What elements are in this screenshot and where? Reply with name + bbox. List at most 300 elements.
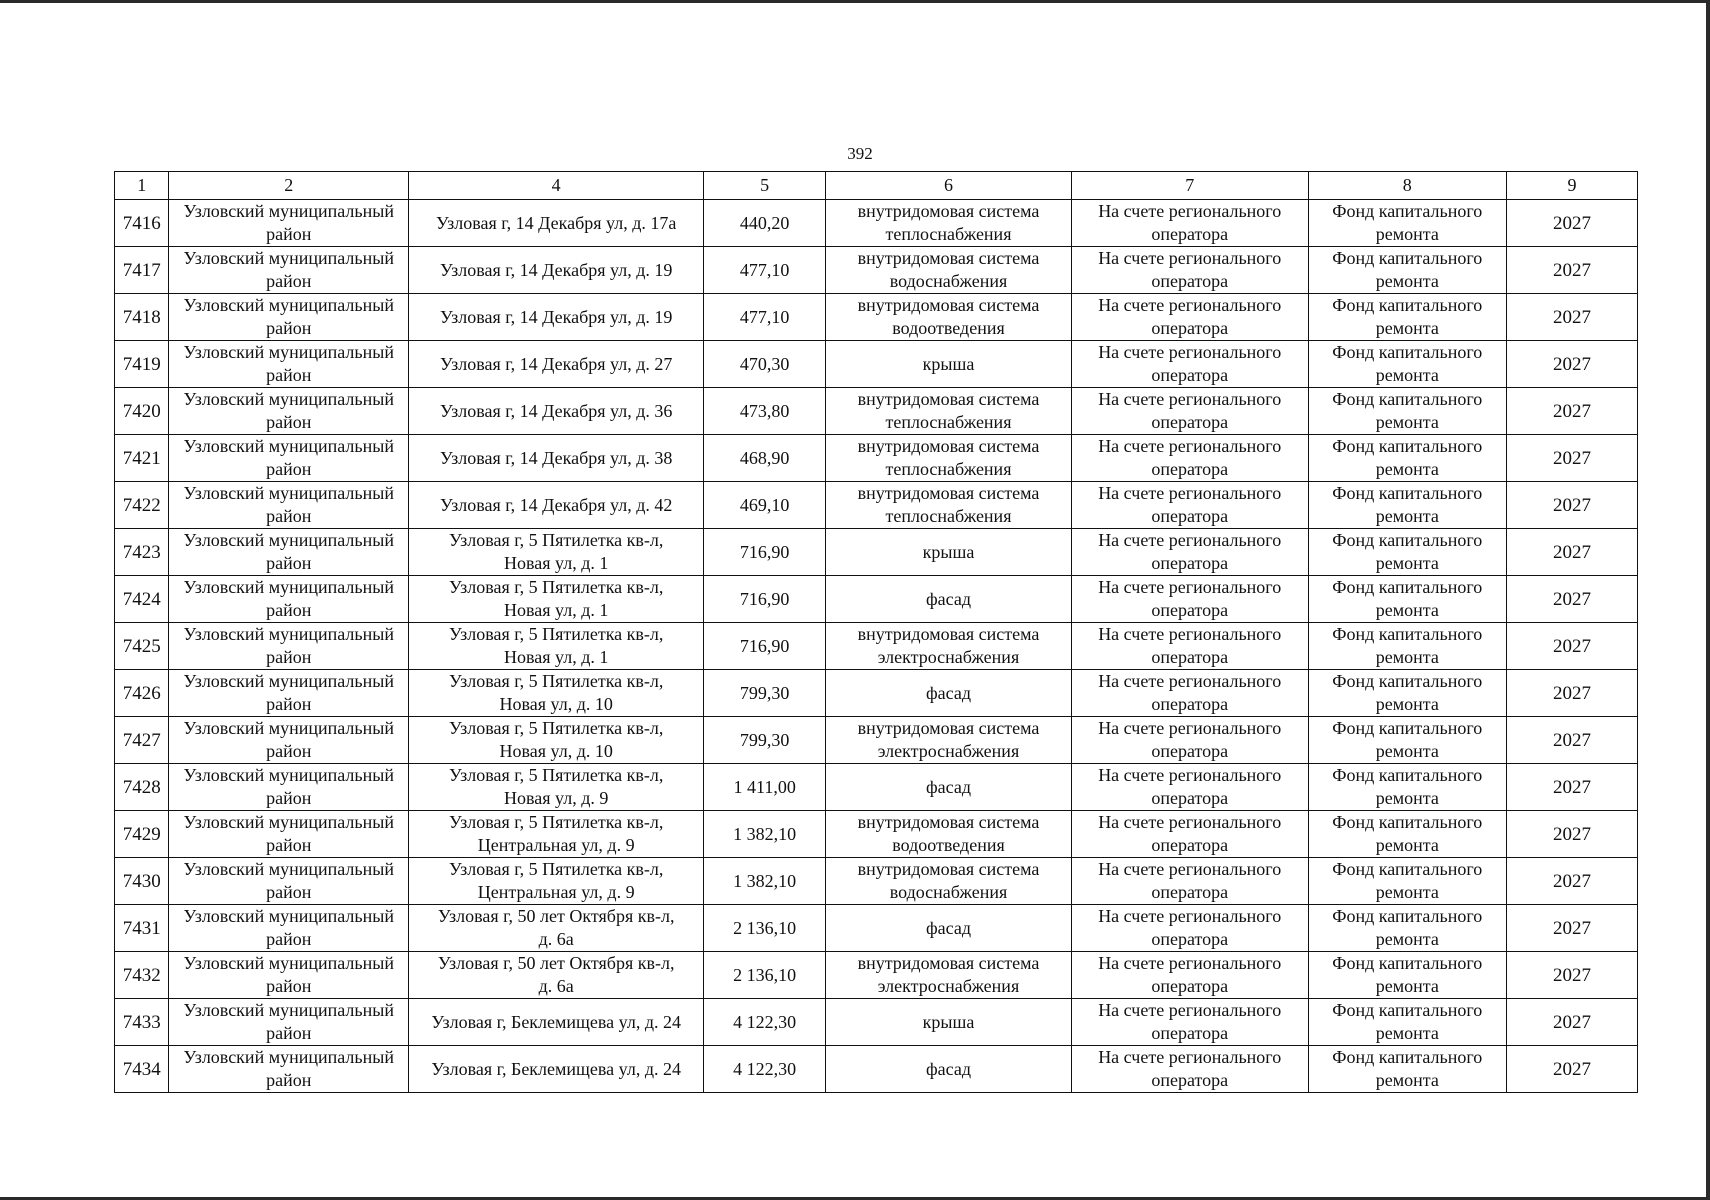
district-line-1: Узловский муниципальный [183, 624, 394, 644]
funding-source-cell [1308, 858, 1506, 905]
district-line-2: район [266, 600, 312, 620]
address-line-1: Узловая г, 5 Пятилетка кв-л, [448, 530, 664, 550]
account-line-2: оператора [1151, 271, 1229, 291]
account-line-2: оператора [1151, 694, 1229, 714]
address-line-2: Новая ул, д. 10 [499, 694, 613, 714]
year-cell [1507, 905, 1638, 952]
element-cell [826, 670, 1072, 717]
area-cell [704, 811, 826, 858]
area-cell [704, 858, 826, 905]
element-line-1: внутридомовая система [857, 389, 1040, 409]
district-cell [169, 576, 409, 623]
row-number-cell [115, 999, 169, 1046]
account-line-2: оператора [1151, 647, 1229, 667]
account-line-2: оператора [1151, 224, 1229, 244]
row-number-cell [115, 247, 169, 294]
district-line-2: район [266, 835, 312, 855]
area-value: 1 411,00 [733, 776, 796, 797]
address-cell [409, 576, 704, 623]
row-number: 7426 [122, 682, 161, 704]
source-line-1: Фонд капитального [1332, 201, 1483, 221]
area-cell [704, 341, 826, 388]
source-line-2: ремонта [1375, 647, 1439, 667]
source-line-2: ремонта [1375, 741, 1439, 761]
element-line-1: фасад [925, 588, 971, 609]
source-line-1: Фонд капитального [1332, 248, 1483, 268]
district-line-2: район [266, 694, 312, 714]
element-cell [826, 247, 1072, 294]
column-header-8: 8 [1308, 172, 1506, 200]
address-line-2: Новая ул, д. 1 [503, 600, 609, 620]
address-line-1: Узловая г, 5 Пятилетка кв-л, [448, 765, 664, 785]
district-cell [169, 764, 409, 811]
source-line-2: ремонта [1375, 271, 1439, 291]
account-line-1: На счете регионального [1098, 1047, 1282, 1067]
account-line-2: оператора [1151, 835, 1229, 855]
element-line-2: водоотведения [892, 835, 1005, 855]
year-value: 2027 [1553, 494, 1591, 516]
element-line-1: фасад [925, 917, 971, 938]
funding-source-cell [1308, 952, 1506, 999]
account-cell [1071, 200, 1308, 247]
account-line-2: оператора [1151, 553, 1229, 573]
source-line-1: Фонд капитального [1332, 1047, 1483, 1067]
account-cell [1071, 1046, 1308, 1093]
funding-source-cell [1308, 200, 1506, 247]
source-line-1: Фонд капитального [1332, 530, 1483, 550]
element-line-1: внутридомовая система [857, 812, 1040, 832]
year-value: 2027 [1553, 400, 1591, 422]
element-cell [826, 623, 1072, 670]
district-line-1: Узловский муниципальный [183, 906, 394, 926]
district-line-1: Узловский муниципальный [183, 201, 394, 221]
source-line-2: ремонта [1375, 929, 1439, 949]
district-line-1: Узловский муниципальный [183, 389, 394, 409]
district-line-2: район [266, 365, 312, 385]
source-line-1: Фонд капитального [1332, 436, 1483, 456]
account-cell [1071, 482, 1308, 529]
table-row [115, 341, 1638, 388]
address-line-1: Узловая г, 14 Декабря ул, д. 17а [435, 212, 677, 233]
account-line-1: На счете регионального [1098, 765, 1282, 785]
year-cell [1507, 294, 1638, 341]
row-number-cell [115, 717, 169, 764]
address-cell [409, 623, 704, 670]
element-cell [826, 811, 1072, 858]
account-line-1: На счете регионального [1098, 201, 1282, 221]
area-cell [704, 623, 826, 670]
account-line-1: На счете регионального [1098, 671, 1282, 691]
year-cell [1507, 670, 1638, 717]
source-line-2: ремонта [1375, 365, 1439, 385]
source-line-1: Фонд капитального [1332, 483, 1483, 503]
district-cell [169, 717, 409, 764]
source-line-2: ремонта [1375, 412, 1439, 432]
row-number: 7434 [122, 1058, 161, 1080]
district-line-2: район [266, 224, 312, 244]
source-line-1: Фонд капитального [1332, 906, 1483, 926]
row-number: 7424 [122, 588, 161, 610]
table-row [115, 764, 1638, 811]
account-line-1: На счете регионального [1098, 342, 1282, 362]
row-number-cell [115, 952, 169, 999]
year-cell [1507, 435, 1638, 482]
column-header-5: 5 [704, 172, 826, 200]
source-line-2: ремонта [1375, 788, 1439, 808]
funding-source-cell [1308, 341, 1506, 388]
table-header [115, 172, 1638, 200]
table-row [115, 247, 1638, 294]
element-line-2: водоснабжения [889, 882, 1008, 902]
account-cell [1071, 999, 1308, 1046]
row-number-cell [115, 764, 169, 811]
district-line-1: Узловский муниципальный [183, 765, 394, 785]
element-cell [826, 294, 1072, 341]
year-cell [1507, 529, 1638, 576]
account-cell [1071, 529, 1308, 576]
row-number-cell [115, 388, 169, 435]
address-cell [409, 905, 704, 952]
district-line-1: Узловский муниципальный [183, 248, 394, 268]
district-cell [169, 1046, 409, 1093]
element-line-1: внутридомовая система [857, 248, 1040, 268]
element-line-1: крыша [922, 1011, 975, 1032]
area-cell [704, 952, 826, 999]
account-cell [1071, 341, 1308, 388]
year-cell [1507, 623, 1638, 670]
account-line-1: На счете регионального [1098, 1000, 1282, 1020]
address-line-2: Центральная ул, д. 9 [477, 835, 635, 855]
table-row [115, 623, 1638, 670]
district-cell [169, 294, 409, 341]
account-cell [1071, 764, 1308, 811]
address-line-2: Новая ул, д. 9 [503, 788, 609, 808]
area-value: 716,90 [739, 635, 790, 656]
scan-border-right [1706, 0, 1710, 1200]
element-line-1: внутридомовая система [857, 953, 1040, 973]
year-cell [1507, 764, 1638, 811]
row-number: 7419 [122, 353, 161, 375]
year-cell [1507, 247, 1638, 294]
district-cell [169, 435, 409, 482]
year-cell [1507, 858, 1638, 905]
table-row [115, 811, 1638, 858]
area-value: 2 136,10 [733, 964, 797, 985]
address-cell [409, 435, 704, 482]
account-cell [1071, 247, 1308, 294]
address-line-1: Узловая г, 50 лет Октября кв-л, [437, 953, 675, 973]
area-cell [704, 435, 826, 482]
area-cell [704, 717, 826, 764]
area-cell [704, 388, 826, 435]
account-line-1: На счете регионального [1098, 248, 1282, 268]
element-cell [826, 388, 1072, 435]
district-line-2: район [266, 647, 312, 667]
source-line-1: Фонд капитального [1332, 765, 1483, 785]
district-line-1: Узловский муниципальный [183, 577, 394, 597]
account-line-1: На счете регионального [1098, 483, 1282, 503]
area-value: 4 122,30 [733, 1011, 797, 1032]
address-line-1: Узловая г, 14 Декабря ул, д. 27 [439, 353, 673, 374]
funding-source-cell [1308, 576, 1506, 623]
source-line-1: Фонд капитального [1332, 389, 1483, 409]
account-line-2: оператора [1151, 459, 1229, 479]
account-line-1: На счете регионального [1098, 859, 1282, 879]
source-line-1: Фонд капитального [1332, 718, 1483, 738]
funding-source-cell [1308, 764, 1506, 811]
account-cell [1071, 388, 1308, 435]
year-cell [1507, 200, 1638, 247]
account-cell [1071, 858, 1308, 905]
area-value: 1 382,10 [733, 823, 797, 844]
address-cell [409, 388, 704, 435]
district-cell [169, 623, 409, 670]
table-row [115, 482, 1638, 529]
address-line-1: Узловая г, 5 Пятилетка кв-л, [448, 671, 664, 691]
district-line-2: район [266, 741, 312, 761]
account-cell [1071, 905, 1308, 952]
district-line-2: район [266, 882, 312, 902]
address-cell [409, 294, 704, 341]
address-line-1: Узловая г, 14 Декабря ул, д. 36 [439, 400, 673, 421]
table-body [115, 200, 1638, 1093]
row-number-cell [115, 529, 169, 576]
capital-repair-table [114, 171, 1638, 1093]
element-cell [826, 200, 1072, 247]
area-value: 799,30 [739, 729, 790, 750]
address-cell [409, 717, 704, 764]
district-cell [169, 529, 409, 576]
area-cell [704, 529, 826, 576]
element-cell [826, 764, 1072, 811]
year-value: 2027 [1553, 917, 1591, 939]
element-cell [826, 717, 1072, 764]
district-cell [169, 952, 409, 999]
district-cell [169, 905, 409, 952]
element-cell [826, 435, 1072, 482]
account-line-1: На счете регионального [1098, 577, 1282, 597]
address-line-1: Узловая г, 14 Декабря ул, д. 19 [439, 259, 673, 280]
district-line-1: Узловский муниципальный [183, 812, 394, 832]
account-line-1: На счете регионального [1098, 953, 1282, 973]
district-cell [169, 999, 409, 1046]
area-value: 477,10 [739, 259, 790, 280]
district-cell [169, 341, 409, 388]
row-number: 7428 [122, 776, 161, 798]
account-cell [1071, 294, 1308, 341]
source-line-1: Фонд капитального [1332, 812, 1483, 832]
area-cell [704, 999, 826, 1046]
element-line-1: внутридомовая система [857, 201, 1040, 221]
address-cell [409, 952, 704, 999]
row-number-cell [115, 905, 169, 952]
year-value: 2027 [1553, 353, 1591, 375]
year-cell [1507, 952, 1638, 999]
year-cell [1507, 482, 1638, 529]
area-cell [704, 764, 826, 811]
element-line-1: крыша [922, 353, 975, 374]
account-line-1: На счете регионального [1098, 295, 1282, 315]
area-value: 473,80 [739, 400, 790, 421]
area-value: 716,90 [739, 541, 790, 562]
area-value: 1 382,10 [733, 870, 797, 891]
row-number: 7430 [122, 870, 161, 892]
element-cell [826, 858, 1072, 905]
address-line-2: Новая ул, д. 1 [503, 647, 609, 667]
address-cell [409, 200, 704, 247]
account-line-1: На счете регионального [1098, 718, 1282, 738]
area-cell [704, 905, 826, 952]
source-line-1: Фонд капитального [1332, 342, 1483, 362]
area-value: 477,10 [739, 306, 790, 327]
address-cell [409, 670, 704, 717]
year-cell [1507, 576, 1638, 623]
element-cell [826, 341, 1072, 388]
address-line-1: Узловая г, Беклемищева ул, д. 24 [431, 1011, 681, 1032]
funding-source-cell [1308, 294, 1506, 341]
row-number: 7420 [122, 400, 161, 422]
funding-source-cell [1308, 811, 1506, 858]
district-line-1: Узловский муниципальный [183, 295, 394, 315]
address-line-2: Центральная ул, д. 9 [477, 882, 635, 902]
account-line-1: На счете регионального [1098, 624, 1282, 644]
district-line-2: район [266, 788, 312, 808]
year-cell [1507, 341, 1638, 388]
source-line-2: ремонта [1375, 835, 1439, 855]
row-number-cell [115, 670, 169, 717]
account-line-1: На счете регионального [1098, 389, 1282, 409]
account-line-2: оператора [1151, 1023, 1229, 1043]
element-line-2: теплоснабжения [885, 224, 1012, 244]
district-cell [169, 200, 409, 247]
district-line-2: район [266, 1023, 312, 1043]
row-number: 7417 [122, 259, 161, 281]
area-value: 440,20 [739, 212, 790, 233]
area-cell [704, 200, 826, 247]
address-line-2: Новая ул, д. 1 [503, 553, 609, 573]
page-number: 392 [847, 144, 873, 163]
funding-source-cell [1308, 529, 1506, 576]
area-cell [704, 670, 826, 717]
element-line-1: фасад [925, 1058, 971, 1079]
table-row [115, 200, 1638, 247]
address-cell [409, 341, 704, 388]
source-line-2: ремонта [1375, 1023, 1439, 1043]
element-line-2: электроснабжения [877, 741, 1020, 761]
year-value: 2027 [1553, 870, 1591, 892]
source-line-1: Фонд капитального [1332, 953, 1483, 973]
area-value: 468,90 [739, 447, 790, 468]
table-row [115, 529, 1638, 576]
element-cell [826, 999, 1072, 1046]
account-cell [1071, 435, 1308, 482]
address-cell [409, 529, 704, 576]
scan-border-top [0, 0, 1710, 3]
row-number-cell [115, 482, 169, 529]
row-number-cell [115, 811, 169, 858]
district-cell [169, 247, 409, 294]
element-line-2: теплоснабжения [885, 459, 1012, 479]
address-line-1: Узловая г, 5 Пятилетка кв-л, [448, 812, 664, 832]
account-line-2: оператора [1151, 882, 1229, 902]
account-line-2: оператора [1151, 506, 1229, 526]
table-row [115, 435, 1638, 482]
district-line-1: Узловский муниципальный [183, 530, 394, 550]
address-cell [409, 999, 704, 1046]
address-line-1: Узловая г, 50 лет Октября кв-л, [437, 906, 675, 926]
account-line-1: На счете регионального [1098, 812, 1282, 832]
row-number-cell [115, 200, 169, 247]
element-line-1: внутридомовая система [857, 624, 1040, 644]
column-header-7: 7 [1071, 172, 1308, 200]
area-value: 716,90 [739, 588, 790, 609]
area-cell [704, 1046, 826, 1093]
year-value: 2027 [1553, 729, 1591, 751]
row-number-cell [115, 435, 169, 482]
year-value: 2027 [1553, 823, 1591, 845]
source-line-2: ремонта [1375, 318, 1439, 338]
year-value: 2027 [1553, 1058, 1591, 1080]
account-cell [1071, 952, 1308, 999]
address-cell [409, 764, 704, 811]
row-number-cell [115, 341, 169, 388]
area-value: 799,30 [739, 682, 790, 703]
district-cell [169, 388, 409, 435]
district-line-1: Узловский муниципальный [183, 718, 394, 738]
element-cell [826, 576, 1072, 623]
year-cell [1507, 717, 1638, 764]
source-line-2: ремонта [1375, 882, 1439, 902]
source-line-1: Фонд капитального [1332, 577, 1483, 597]
account-line-1: На счете регионального [1098, 906, 1282, 926]
row-number: 7433 [122, 1011, 161, 1033]
district-cell [169, 482, 409, 529]
address-cell [409, 1046, 704, 1093]
source-line-1: Фонд капитального [1332, 1000, 1483, 1020]
year-value: 2027 [1553, 964, 1591, 986]
address-line-1: Узловая г, 5 Пятилетка кв-л, [448, 577, 664, 597]
element-line-2: теплоснабжения [885, 412, 1012, 432]
element-line-1: внутридомовая система [857, 859, 1040, 879]
account-line-2: оператора [1151, 318, 1229, 338]
element-line-1: крыша [922, 541, 975, 562]
address-line-2: Новая ул, д. 10 [499, 741, 613, 761]
account-cell [1071, 670, 1308, 717]
area-cell [704, 482, 826, 529]
account-line-2: оператора [1151, 976, 1229, 996]
table-row [115, 999, 1638, 1046]
funding-source-cell [1308, 1046, 1506, 1093]
row-number: 7427 [122, 729, 161, 751]
table-row [115, 576, 1638, 623]
district-line-1: Узловский муниципальный [183, 671, 394, 691]
funding-source-cell [1308, 435, 1506, 482]
year-value: 2027 [1553, 212, 1591, 234]
funding-source-cell [1308, 247, 1506, 294]
row-number: 7425 [122, 635, 161, 657]
year-value: 2027 [1553, 682, 1591, 704]
district-cell [169, 811, 409, 858]
area-value: 4 122,30 [733, 1058, 797, 1079]
table-row [115, 952, 1638, 999]
column-header-6: 6 [826, 172, 1072, 200]
district-line-1: Узловский муниципальный [183, 1047, 394, 1067]
address-cell [409, 482, 704, 529]
district-line-2: район [266, 976, 312, 996]
account-line-1: На счете регионального [1098, 530, 1282, 550]
source-line-2: ремонта [1375, 506, 1439, 526]
table-row [115, 717, 1638, 764]
